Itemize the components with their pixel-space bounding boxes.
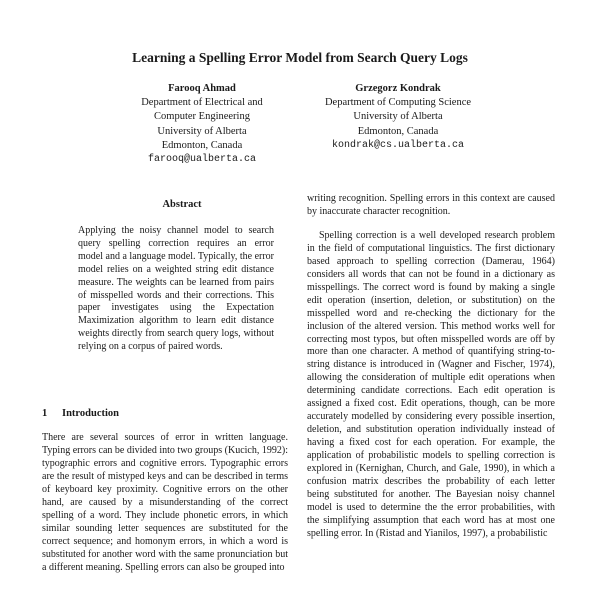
author-name: Grzegorz Kondrak — [355, 83, 441, 94]
right-column — [307, 193, 555, 541]
introduction-text — [42, 432, 288, 574]
section-number: 1 — [42, 408, 48, 419]
author-name: Farooq Ahmad — [168, 83, 236, 94]
body-paragraph: Spelling correction is a well developed research problem in the field of computational linguistics. The first dictionary based approach to spelling correction (Damerau, 1964) considers all words that can not be found in a dictionary as misspellings. The correct word is found by making a single edit operation (insertion, deletion, or substitution) on the misspelled word and re-checking the dictionary for the inclusion of the altered version. This method works well for correcting most typos, but often misspelled words are off by more than one character. A method of quantifying string-to-string distance is introduced in (Wagner and Fischer, 1974), allowing the consideration of multiple edit operations when determining candidate corrections. Each edit operation is assigned a fixed cost. Edit operations, though, can be more accurately modelled by considering every possible insertion, deletion, and substitution operation individually instead of having a fixed cost for each operation. For example, the application of probabilistic models to spelling correction is explored in (Kernighan, Church, and Gale, 1990), in which a confusion matrix describes the probability of each letter being substituted for another. The Bayesian noisy channel model is used to determine the the error probabilities, with the simplifying assumption that each word has at most one spelling error. In (Ristad and Yianilos, 1997), a probabilistic — [307, 229, 555, 539]
affiliation-line: Department of Computing Science — [324, 97, 472, 109]
affiliation-line: Edmonton, Canada — [161, 139, 243, 151]
affiliation-line: Department of Electrical and — [141, 97, 263, 109]
affiliation-line: Computer Engineering — [154, 111, 250, 123]
abstract-paragraph: Applying the noisy channel model to search query spelling correction requires an error model and a language model. Typically, the error model relies on a weighted string edit distance measure. The weights can be learned from pairs of misspelled words and their corrections. This paper investigates using the Expectation Maximization algorithm to learn edit distance weights directly from search query logs, without relying on a corpus of paired words. — [78, 225, 274, 353]
section-title: Introduction — [62, 408, 119, 419]
affiliation-line: Edmonton, Canada — [357, 125, 439, 137]
abstract-text — [78, 225, 274, 354]
section-heading — [42, 408, 282, 419]
body-paragraph: There are several sources of error in written language. Typing errors can be divided into two groups (Kucich, 1992): typographic errors and cognitive errors. Typographic errors are the result of mistyped keys and can be described in terms of keyboard key proximity. Cognitive errors on the other hand, are caused by a misunderstanding of the correct spelling of a word. They include phonetic errors, in which similar sounding letter sequences are substituted for the correct sequence; and homonym errors, in which a word is substituted for another word with the same pronunciation but a different meaning. Spelling errors can also be grouped into — [42, 432, 288, 573]
paper-title: Learning a Spelling Error Model from Search Query Logs — [132, 50, 468, 65]
author-block-1 — [102, 82, 302, 167]
body-paragraph: writing recognition. Spelling errors in this context are caused by inaccurate character recognition. — [307, 193, 555, 217]
author-email: farooq@ualberta.ca — [147, 154, 257, 166]
affiliation-line: University of Alberta — [157, 125, 247, 137]
author-email: kondrak@cs.ualberta.ca — [331, 139, 465, 151]
affiliation-line: University of Alberta — [353, 111, 443, 123]
author-block-2 — [298, 82, 498, 153]
abstract-heading: Abstract — [162, 199, 202, 210]
